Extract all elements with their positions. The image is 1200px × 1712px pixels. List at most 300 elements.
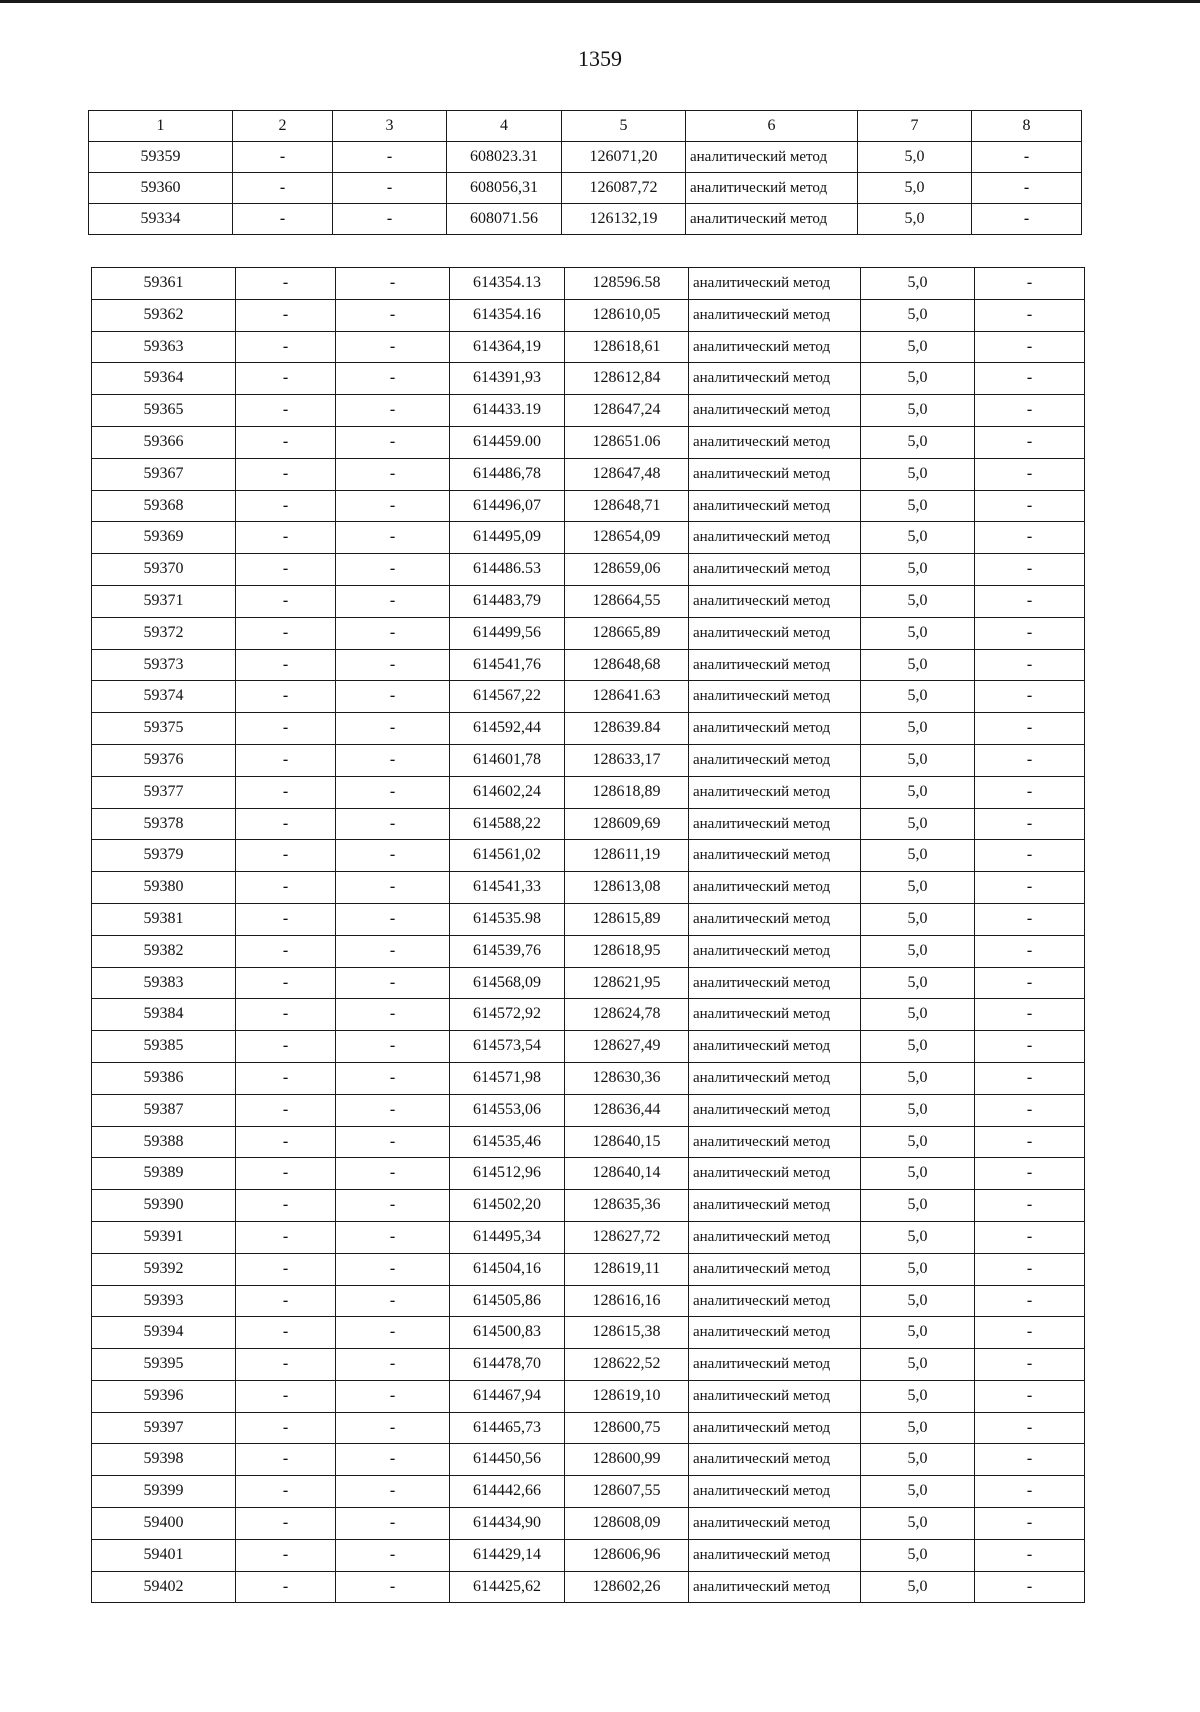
- col2-cell: -: [236, 713, 336, 745]
- col2-cell: -: [236, 1158, 336, 1190]
- col3-cell: -: [336, 1349, 450, 1381]
- y-coord-cell: 128602,26: [565, 1571, 689, 1603]
- column-header: 6: [686, 111, 858, 142]
- point-number-cell: 59389: [92, 1158, 236, 1190]
- y-coord-cell: 128636,44: [565, 1094, 689, 1126]
- col3-cell: -: [336, 585, 450, 617]
- accuracy-cell: 5,0: [861, 744, 975, 776]
- y-coord-cell: 128613,08: [565, 872, 689, 904]
- col8-cell: -: [975, 872, 1085, 904]
- col3-cell: -: [336, 299, 450, 331]
- col8-cell: -: [975, 1412, 1085, 1444]
- table-row: [92, 617, 1085, 649]
- accuracy-cell: 5,0: [861, 967, 975, 999]
- col8-cell: -: [975, 967, 1085, 999]
- table-row: [92, 1380, 1085, 1412]
- col3-cell: -: [336, 1539, 450, 1571]
- x-coord-cell: 614495,09: [450, 522, 565, 554]
- method-cell: аналитический метод: [689, 999, 861, 1031]
- col8-cell: -: [975, 617, 1085, 649]
- point-number-cell: 59395: [92, 1349, 236, 1381]
- col8-cell: -: [975, 490, 1085, 522]
- method-cell: аналитический метод: [689, 585, 861, 617]
- y-coord-cell: 128600,99: [565, 1444, 689, 1476]
- col3-cell: -: [336, 744, 450, 776]
- point-number-cell: 59365: [92, 395, 236, 427]
- x-coord-cell: 614505,86: [450, 1285, 565, 1317]
- col3-cell: -: [336, 935, 450, 967]
- col2-cell: -: [236, 776, 336, 808]
- col3-cell: -: [336, 1062, 450, 1094]
- column-header: 1: [89, 111, 233, 142]
- col2-cell: -: [236, 935, 336, 967]
- accuracy-cell: 5,0: [861, 268, 975, 300]
- table-row: [92, 458, 1085, 490]
- table-row: [92, 840, 1085, 872]
- col8-cell: -: [975, 744, 1085, 776]
- accuracy-cell: 5,0: [861, 1094, 975, 1126]
- method-cell: аналитический метод: [689, 1062, 861, 1094]
- table-row: [92, 999, 1085, 1031]
- col8-cell: -: [975, 585, 1085, 617]
- table-row: [92, 1539, 1085, 1571]
- col8-cell: -: [975, 1126, 1085, 1158]
- y-coord-cell: 128624,78: [565, 999, 689, 1031]
- col2-cell: -: [236, 1253, 336, 1285]
- coordinates-table-top: [88, 110, 1082, 235]
- col3-cell: -: [336, 458, 450, 490]
- y-coord-cell: 128609,69: [565, 808, 689, 840]
- col8-cell: -: [975, 1476, 1085, 1508]
- y-coord-cell: 128618,95: [565, 935, 689, 967]
- table-row: [92, 744, 1085, 776]
- col3-cell: -: [336, 999, 450, 1031]
- method-cell: аналитический метод: [689, 1094, 861, 1126]
- col2-cell: -: [236, 1221, 336, 1253]
- method-cell: аналитический метод: [689, 1508, 861, 1540]
- accuracy-cell: 5,0: [861, 808, 975, 840]
- y-coord-cell: 128635,36: [565, 1190, 689, 1222]
- coordinates-table-main: [91, 267, 1085, 1603]
- col8-cell: -: [975, 1539, 1085, 1571]
- point-number-cell: 59364: [92, 363, 236, 395]
- col8-cell: -: [975, 713, 1085, 745]
- method-cell: аналитический метод: [689, 1349, 861, 1381]
- y-coord-cell: 128615,38: [565, 1317, 689, 1349]
- col8-cell: -: [972, 173, 1082, 204]
- y-coord-cell: 128618,89: [565, 776, 689, 808]
- accuracy-cell: 5,0: [861, 999, 975, 1031]
- accuracy-cell: 5,0: [861, 458, 975, 490]
- method-cell: аналитический метод: [689, 1317, 861, 1349]
- y-coord-cell: 128647,24: [565, 395, 689, 427]
- table-row: [89, 142, 1082, 173]
- x-coord-cell: 614486,78: [450, 458, 565, 490]
- col8-cell: -: [975, 458, 1085, 490]
- table-row: [92, 808, 1085, 840]
- method-cell: аналитический метод: [686, 142, 858, 173]
- col8-cell: -: [975, 935, 1085, 967]
- point-number-cell: 59371: [92, 585, 236, 617]
- y-coord-cell: 128659,06: [565, 554, 689, 586]
- col3-cell: -: [333, 173, 447, 204]
- x-coord-cell: 614602,24: [450, 776, 565, 808]
- point-number-cell: 59386: [92, 1062, 236, 1094]
- table-row: [92, 1285, 1085, 1317]
- col3-cell: -: [336, 363, 450, 395]
- col3-cell: -: [336, 872, 450, 904]
- col8-cell: -: [975, 395, 1085, 427]
- x-coord-cell: 614541,33: [450, 872, 565, 904]
- col2-cell: -: [236, 903, 336, 935]
- x-coord-cell: 614495,34: [450, 1221, 565, 1253]
- col2-cell: -: [236, 1285, 336, 1317]
- point-number-cell: 59378: [92, 808, 236, 840]
- table-row: [92, 395, 1085, 427]
- col2-cell: -: [236, 1380, 336, 1412]
- accuracy-cell: 5,0: [861, 1253, 975, 1285]
- col8-cell: -: [975, 1221, 1085, 1253]
- point-number-cell: 59382: [92, 935, 236, 967]
- y-coord-cell: 128619,11: [565, 1253, 689, 1285]
- col8-cell: -: [975, 776, 1085, 808]
- y-coord-cell: 128627,72: [565, 1221, 689, 1253]
- table-row: [92, 426, 1085, 458]
- x-coord-cell: 614483,79: [450, 585, 565, 617]
- y-coord-cell: 128651.06: [565, 426, 689, 458]
- accuracy-cell: 5,0: [861, 1508, 975, 1540]
- point-number-cell: 59373: [92, 649, 236, 681]
- accuracy-cell: 5,0: [858, 204, 972, 235]
- x-coord-cell: 614573,54: [450, 1031, 565, 1063]
- accuracy-cell: 5,0: [861, 1126, 975, 1158]
- accuracy-cell: 5,0: [861, 426, 975, 458]
- method-cell: аналитический метод: [689, 1221, 861, 1253]
- point-number-cell: 59372: [92, 617, 236, 649]
- point-number-cell: 59379: [92, 840, 236, 872]
- x-coord-cell: 614425,62: [450, 1571, 565, 1603]
- point-number-cell: 59402: [92, 1571, 236, 1603]
- x-coord-cell: 614434,90: [450, 1508, 565, 1540]
- table-row: [92, 967, 1085, 999]
- accuracy-cell: 5,0: [861, 776, 975, 808]
- y-coord-cell: 128621,95: [565, 967, 689, 999]
- method-cell: аналитический метод: [689, 426, 861, 458]
- col3-cell: -: [336, 1031, 450, 1063]
- table-row: [92, 776, 1085, 808]
- method-cell: аналитический метод: [689, 808, 861, 840]
- y-coord-cell: 128608,09: [565, 1508, 689, 1540]
- col8-cell: -: [975, 840, 1085, 872]
- col2-cell: -: [236, 1476, 336, 1508]
- column-header: 2: [233, 111, 333, 142]
- method-cell: аналитический метод: [689, 744, 861, 776]
- point-number-cell: 59383: [92, 967, 236, 999]
- table-row: [92, 1412, 1085, 1444]
- accuracy-cell: 5,0: [861, 585, 975, 617]
- column-header: 4: [447, 111, 562, 142]
- point-number-cell: 59394: [92, 1317, 236, 1349]
- y-coord-cell: 128618,61: [565, 331, 689, 363]
- point-number-cell: 59367: [92, 458, 236, 490]
- method-cell: аналитический метод: [686, 173, 858, 204]
- method-cell: аналитический метод: [689, 967, 861, 999]
- point-number-cell: 59384: [92, 999, 236, 1031]
- col8-cell: -: [975, 999, 1085, 1031]
- table-row: [92, 1094, 1085, 1126]
- col8-cell: -: [975, 554, 1085, 586]
- method-cell: аналитический метод: [689, 681, 861, 713]
- col3-cell: -: [336, 331, 450, 363]
- col8-cell: -: [975, 1158, 1085, 1190]
- col2-cell: -: [236, 331, 336, 363]
- method-cell: аналитический метод: [689, 935, 861, 967]
- col2-cell: -: [236, 1062, 336, 1094]
- table-row: [92, 1317, 1085, 1349]
- y-coord-cell: 128647,48: [565, 458, 689, 490]
- y-coord-cell: 128641.63: [565, 681, 689, 713]
- column-header: 8: [972, 111, 1082, 142]
- accuracy-cell: 5,0: [861, 681, 975, 713]
- col2-cell: -: [236, 554, 336, 586]
- col2-cell: -: [236, 1412, 336, 1444]
- y-coord-cell: 128639.84: [565, 713, 689, 745]
- method-cell: аналитический метод: [689, 1285, 861, 1317]
- accuracy-cell: 5,0: [861, 522, 975, 554]
- x-coord-cell: 614465,73: [450, 1412, 565, 1444]
- point-number-cell: 59390: [92, 1190, 236, 1222]
- col3-cell: -: [333, 204, 447, 235]
- col2-cell: -: [233, 204, 333, 235]
- table-row: [92, 1508, 1085, 1540]
- method-cell: аналитический метод: [689, 1126, 861, 1158]
- col8-cell: -: [975, 808, 1085, 840]
- accuracy-cell: 5,0: [861, 713, 975, 745]
- x-coord-cell: 614433.19: [450, 395, 565, 427]
- accuracy-cell: 5,0: [861, 331, 975, 363]
- col2-cell: -: [236, 681, 336, 713]
- col3-cell: -: [336, 395, 450, 427]
- x-coord-cell: 614512,96: [450, 1158, 565, 1190]
- point-number-cell: 59398: [92, 1444, 236, 1476]
- method-cell: аналитический метод: [689, 299, 861, 331]
- col3-cell: -: [336, 776, 450, 808]
- accuracy-cell: 5,0: [861, 1190, 975, 1222]
- col2-cell: -: [236, 522, 336, 554]
- x-coord-cell: 614459.00: [450, 426, 565, 458]
- x-coord-cell: 614588,22: [450, 808, 565, 840]
- point-number-cell: 59368: [92, 490, 236, 522]
- point-number-cell: 59362: [92, 299, 236, 331]
- col8-cell: -: [972, 204, 1082, 235]
- col2-cell: -: [236, 585, 336, 617]
- x-coord-cell: 614553,06: [450, 1094, 565, 1126]
- x-coord-cell: 614601,78: [450, 744, 565, 776]
- point-number-cell: 59391: [92, 1221, 236, 1253]
- col2-cell: -: [236, 299, 336, 331]
- method-cell: аналитический метод: [689, 1444, 861, 1476]
- table-row: [89, 204, 1082, 235]
- accuracy-cell: 5,0: [861, 840, 975, 872]
- col3-cell: -: [336, 1476, 450, 1508]
- table-row: [92, 585, 1085, 617]
- col8-cell: -: [975, 268, 1085, 300]
- col3-cell: -: [336, 1094, 450, 1126]
- y-coord-cell: 128664,55: [565, 585, 689, 617]
- col3-cell: -: [336, 967, 450, 999]
- y-coord-cell: 128612,84: [565, 363, 689, 395]
- x-coord-cell: 614571,98: [450, 1062, 565, 1094]
- table-row: [92, 1476, 1085, 1508]
- accuracy-cell: 5,0: [858, 142, 972, 173]
- col8-cell: -: [975, 681, 1085, 713]
- method-cell: аналитический метод: [689, 1158, 861, 1190]
- table-row: [92, 1349, 1085, 1381]
- col2-cell: -: [233, 142, 333, 173]
- col3-cell: -: [336, 268, 450, 300]
- point-number-cell: 59377: [92, 776, 236, 808]
- col3-cell: -: [336, 808, 450, 840]
- table-row: [92, 1221, 1085, 1253]
- x-coord-cell: 614567,22: [450, 681, 565, 713]
- col3-cell: -: [336, 490, 450, 522]
- table-row: [92, 554, 1085, 586]
- method-cell: аналитический метод: [689, 331, 861, 363]
- point-number-cell: 59397: [92, 1412, 236, 1444]
- table-row: [89, 173, 1082, 204]
- column-header: 7: [858, 111, 972, 142]
- accuracy-cell: 5,0: [861, 1380, 975, 1412]
- scan-top-edge: [0, 0, 1200, 3]
- point-number-cell: 59400: [92, 1508, 236, 1540]
- accuracy-cell: 5,0: [861, 1412, 975, 1444]
- accuracy-cell: 5,0: [861, 1444, 975, 1476]
- table-row: [92, 1444, 1085, 1476]
- x-coord-cell: 608023.31: [447, 142, 562, 173]
- col2-cell: -: [236, 1539, 336, 1571]
- col3-cell: -: [336, 840, 450, 872]
- col8-cell: -: [975, 522, 1085, 554]
- col3-cell: -: [336, 1508, 450, 1540]
- col2-cell: -: [236, 617, 336, 649]
- table-row: [92, 713, 1085, 745]
- table-row: [92, 331, 1085, 363]
- accuracy-cell: 5,0: [861, 363, 975, 395]
- x-coord-cell: 614541,76: [450, 649, 565, 681]
- col2-cell: -: [236, 426, 336, 458]
- y-coord-cell: 128627,49: [565, 1031, 689, 1063]
- col2-cell: -: [236, 1508, 336, 1540]
- col3-cell: -: [336, 617, 450, 649]
- accuracy-cell: 5,0: [861, 1221, 975, 1253]
- col3-cell: -: [336, 1285, 450, 1317]
- accuracy-cell: 5,0: [861, 1062, 975, 1094]
- table-row: [92, 522, 1085, 554]
- header-row: [89, 111, 1082, 142]
- x-coord-cell: 614478,70: [450, 1349, 565, 1381]
- col2-cell: -: [236, 872, 336, 904]
- y-coord-cell: 128640,14: [565, 1158, 689, 1190]
- col8-cell: -: [972, 142, 1082, 173]
- col8-cell: -: [975, 1062, 1085, 1094]
- method-cell: аналитический метод: [689, 872, 861, 904]
- accuracy-cell: 5,0: [861, 554, 975, 586]
- point-number-cell: 59387: [92, 1094, 236, 1126]
- x-coord-cell: 608071.56: [447, 204, 562, 235]
- col8-cell: -: [975, 1094, 1085, 1126]
- y-coord-cell: 128640,15: [565, 1126, 689, 1158]
- x-coord-cell: 614364,19: [450, 331, 565, 363]
- table-row: [92, 681, 1085, 713]
- table-row: [92, 1031, 1085, 1063]
- x-coord-cell: 614354.13: [450, 268, 565, 300]
- point-number-cell: 59388: [92, 1126, 236, 1158]
- col2-cell: -: [236, 967, 336, 999]
- col2-cell: -: [236, 999, 336, 1031]
- point-number-cell: 59399: [92, 1476, 236, 1508]
- col8-cell: -: [975, 426, 1085, 458]
- method-cell: аналитический метод: [689, 1571, 861, 1603]
- y-coord-cell: 128665,89: [565, 617, 689, 649]
- method-cell: аналитический метод: [689, 1190, 861, 1222]
- accuracy-cell: 5,0: [861, 299, 975, 331]
- point-number-cell: 59366: [92, 426, 236, 458]
- y-coord-cell: 128616,16: [565, 1285, 689, 1317]
- point-number-cell: 59359: [89, 142, 233, 173]
- col2-cell: -: [236, 840, 336, 872]
- column-header: 5: [562, 111, 686, 142]
- page-number: 1359: [578, 46, 622, 71]
- accuracy-cell: 5,0: [861, 490, 975, 522]
- accuracy-cell: 5,0: [861, 872, 975, 904]
- accuracy-cell: 5,0: [861, 395, 975, 427]
- col2-cell: -: [236, 1317, 336, 1349]
- method-cell: аналитический метод: [689, 490, 861, 522]
- table-row: [92, 1062, 1085, 1094]
- x-coord-cell: 614467,94: [450, 1380, 565, 1412]
- point-number-cell: 59363: [92, 331, 236, 363]
- col3-cell: -: [336, 681, 450, 713]
- col8-cell: -: [975, 1317, 1085, 1349]
- col2-cell: -: [233, 173, 333, 204]
- col3-cell: -: [336, 1380, 450, 1412]
- col8-cell: -: [975, 649, 1085, 681]
- x-coord-cell: 608056,31: [447, 173, 562, 204]
- col2-cell: -: [236, 1349, 336, 1381]
- col2-cell: -: [236, 808, 336, 840]
- x-coord-cell: 614539,76: [450, 935, 565, 967]
- x-coord-cell: 614535,46: [450, 1126, 565, 1158]
- col3-cell: -: [336, 649, 450, 681]
- y-coord-cell: 128630,36: [565, 1062, 689, 1094]
- x-coord-cell: 614391,93: [450, 363, 565, 395]
- accuracy-cell: 5,0: [861, 1571, 975, 1603]
- col3-cell: -: [336, 903, 450, 935]
- point-number-cell: 59375: [92, 713, 236, 745]
- point-number-cell: 59396: [92, 1380, 236, 1412]
- method-cell: аналитический метод: [686, 204, 858, 235]
- table-row: [92, 1571, 1085, 1603]
- col3-cell: -: [336, 522, 450, 554]
- y-coord-cell: 126132,19: [562, 204, 686, 235]
- col8-cell: -: [975, 1253, 1085, 1285]
- method-cell: аналитический метод: [689, 395, 861, 427]
- table-row: [92, 1158, 1085, 1190]
- col3-cell: -: [336, 1126, 450, 1158]
- col3-cell: -: [336, 1317, 450, 1349]
- point-number-cell: 59381: [92, 903, 236, 935]
- accuracy-cell: 5,0: [861, 935, 975, 967]
